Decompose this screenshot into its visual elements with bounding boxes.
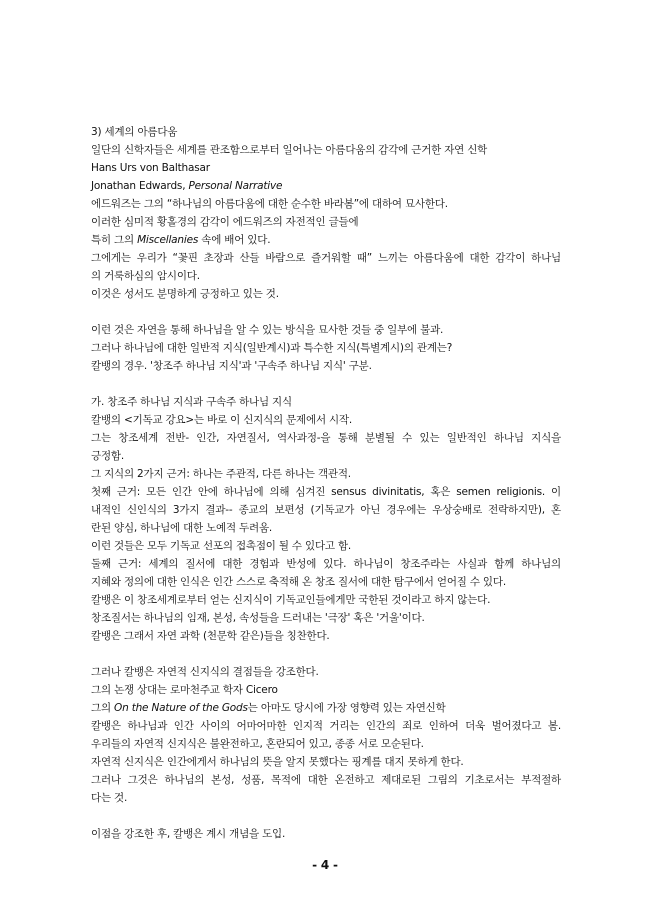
text-line: 그러나 그것은 하나님의 본성, 성품, 목적에 대한 온전하고 제대로된 그림의 기초로서는 부적절하 [91,774,561,786]
text-line: 그 지식의 2가지 근거: 하나는 주관적, 다른 하나는 객관적. [91,468,351,480]
text-line: 칼뱅은 하나님과 인간 사이의 어마어마한 인지적 거리는 인간의 죄로 인하여 더욱 벌어졌다고 봄. [91,720,561,732]
text-line: 우리들의 자연적 신지식은 불완전하고, 혼란되어 있고, 종종 서로 모순된다. [91,738,424,750]
text-line: 에드워즈는 그의 “하나님의 아름다움에 대한 순수한 바라봄”에 대하여 묘사한다. [91,198,448,210]
text-line: 첫째 근거: 모든 인간 안에 하나님에 의해 심겨진 sensus divinitatis, 혹은 semen religionis. 이 [91,486,561,498]
text-line: 내적인 신인식의 3가지 결과-- 종교의 보편성 (기독교가 아닌 경우에는 우상숭배로 전락하지만), 혼 [91,504,561,516]
text-line: 그러나 칼뱅은 자연적 신지식의 결점들을 강조한다. [91,666,319,678]
text-line: 지혜와 정의에 대한 인식은 인간 스스로 축적해 온 창조 질서에 대한 탐구에서 얻어질 수 있다. [91,576,506,588]
text-line: 둘째 근거: 세계의 질서에 대한 경험과 반성에 있다. 하나님이 창조주라는 사실과 함께 하나님의 [91,558,561,570]
page-number: - 4 - [312,858,338,872]
text-line: 그는 창조세계 전반- 인간, 자연질서, 역사과정-을 통해 분별될 수 있는 일반적인 하나님 지식을 [91,432,561,444]
text-line: 그의 논쟁 상대는 로마천주교 학자 Cicero [91,684,278,696]
text-line: 의 거룩하심의 암시이다. [91,270,200,282]
text-line: 이런 것들은 모두 기독교 선포의 접촉점이 될 수 있다고 함. [91,540,352,552]
text-line: 특히 그의 Miscellanies 속에 배어 있다. [91,234,271,246]
text-line: 칼뱅은 이 창조세계로부터 얻는 신지식이 기독교인들에게만 국한된 것이라고 하지 않는다. [91,594,491,606]
text-line: 이점을 강조한 후, 칼뱅은 계시 개념을 도입. [91,828,286,840]
text-line: 칼뱅의 <기독교 강요>는 바로 이 신지식의 문제에서 시작. [91,414,353,426]
text-line: 칼뱅의 경우. '창조주 하나님 지식'과 '구속주 하나님 지식' 구분. [91,360,372,372]
text-line: 이것은 성서도 분명하게 긍정하고 있는 것. [91,288,279,300]
text-line: 그에게는 우리가 “꽃핀 초장과 산들 바람으로 즐거워할 때” 느끼는 아름다움에 대한 감각이 하나님 [91,252,561,264]
text-line: 창조질서는 하나님의 임재, 본성, 속성들을 드러내는 '극장' 혹은 '거울'이다. [91,612,425,624]
text-line: 그의 On the Nature of the Gods는 아마도 당시에 가장 영향력 있는 자연신학 [91,702,446,714]
text-line: 칼뱅은 그래서 자연 과학 (천문학 같은)들을 칭찬한다. [91,630,330,642]
text-line: 이러한 심미적 황홀경의 감각이 에드워즈의 자전적인 글들에 [91,216,359,228]
text-line: 긍정함. [91,450,124,462]
text-line: 그러나 하나님에 대한 일반적 지식(일반계시)과 특수한 지식(특별계시)의 관계는? [91,342,453,354]
text-line: 이런 것은 자연을 통해 하나님을 알 수 있는 방식을 묘사한 것들 중 일부에 불과. [91,324,444,336]
subsection-heading: 가. 창조주 하나님 지식과 구속주 하나님 지식 [91,396,292,408]
text-line: 자연적 신지식은 인간에게서 하나님의 뜻을 알지 못했다는 핑계를 대지 못하게 한다. [91,756,464,768]
text-line: 일단의 신학자들은 세계를 관조함으로부터 일어나는 아름다움의 감각에 근거한 자연 신학 [91,144,488,156]
text-line: Hans Urs von Balthasar [91,162,210,174]
text-line: Jonathan Edwards, Personal Narrative [91,180,283,192]
text-line: 다는 것. [91,792,128,804]
section-heading: 3) 세계의 아름다움 [91,126,178,138]
text-line: 란된 양심, 하나님에 대한 노예적 두려움. [91,522,273,534]
